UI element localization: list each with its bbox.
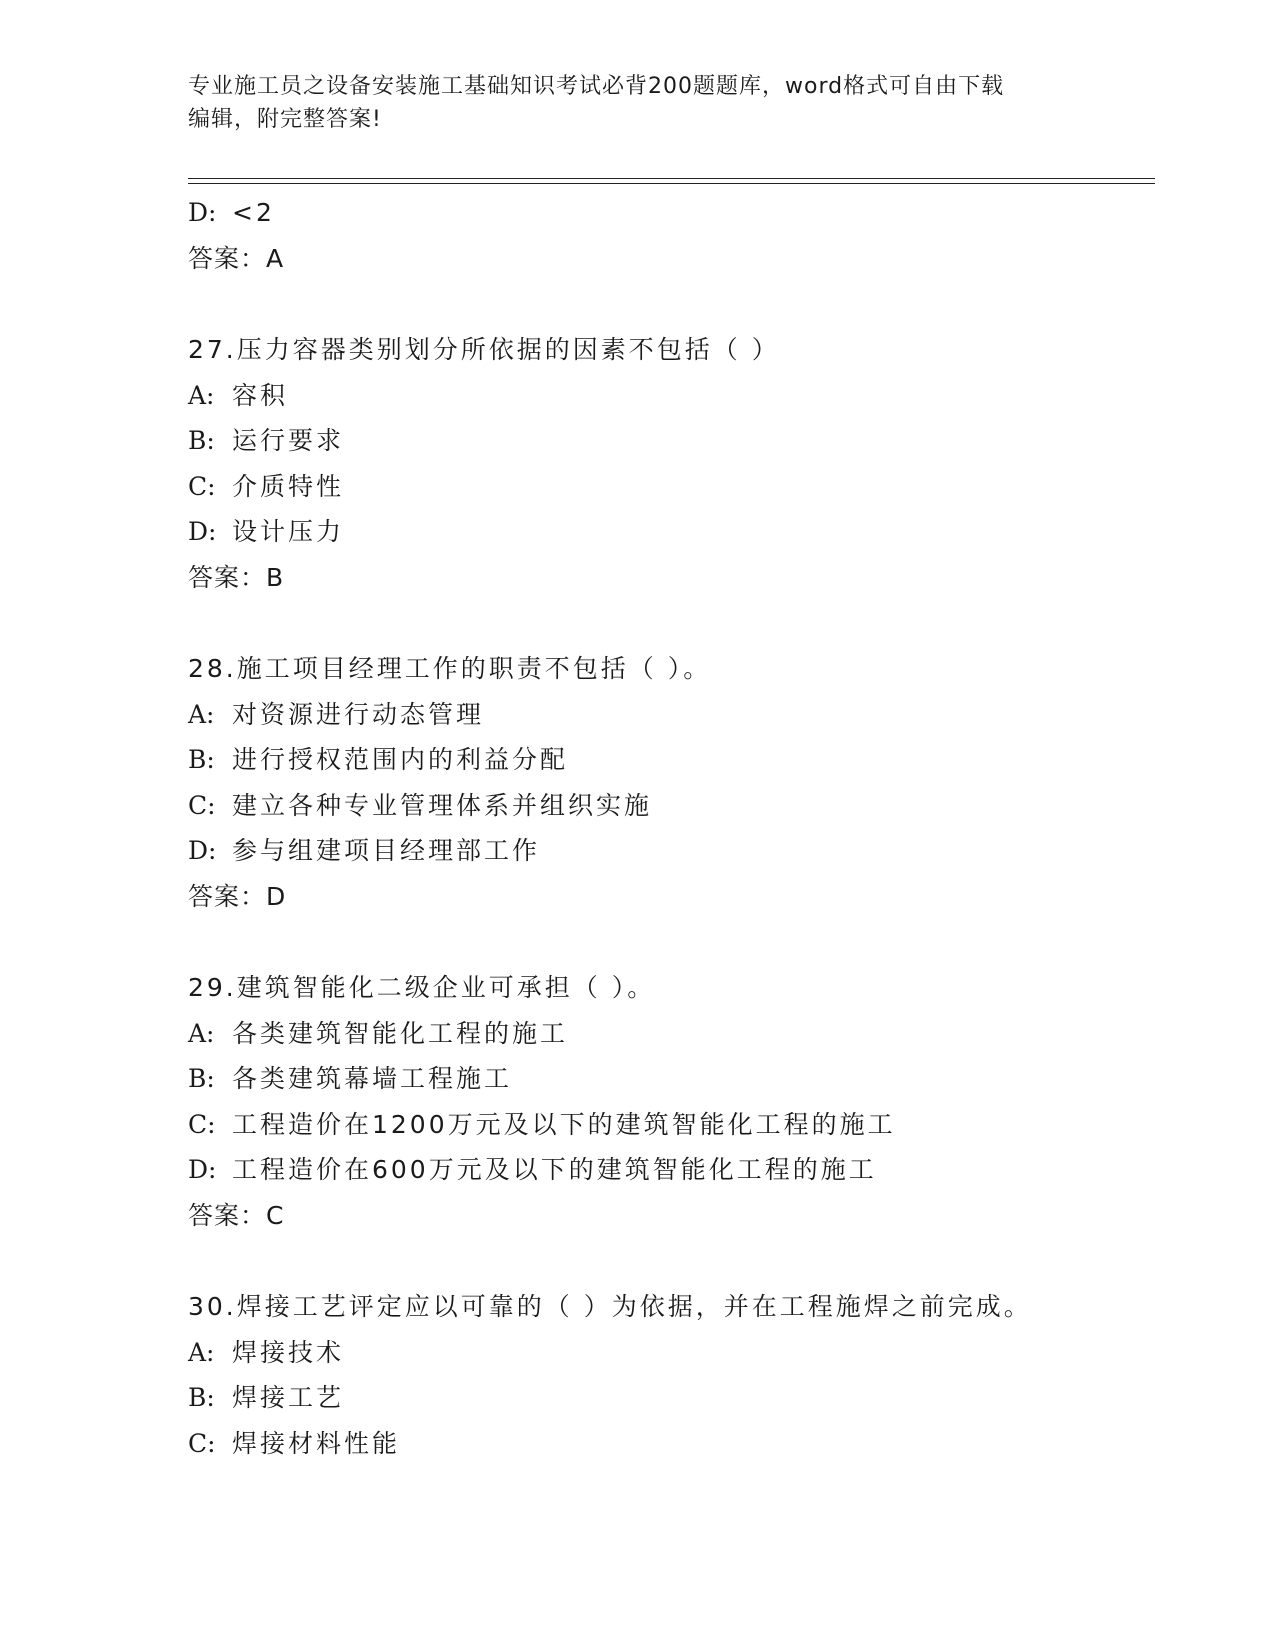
option-text: 焊接技术 xyxy=(232,1337,345,1367)
option-text: 介质特性 xyxy=(232,471,345,501)
option-text: 建立各种专业管理体系并组织实施 xyxy=(232,790,653,820)
question-28-option-c xyxy=(188,783,1148,829)
option-tag: B: xyxy=(188,745,215,774)
option-text: 对资源进行动态管理 xyxy=(232,699,485,729)
option-text: 工程造价在600万元及以下的建筑智能化工程的施工 xyxy=(232,1155,877,1184)
question-30-option-c xyxy=(188,1421,1148,1467)
header-title-line-2: 编辑，附完整答案! xyxy=(188,107,382,132)
option-tag: B: xyxy=(188,426,215,455)
option-tag: D: xyxy=(188,836,217,865)
option-tag: A: xyxy=(188,1018,215,1048)
question-28-stem: 28.施工项目经理工作的职责不包括（ ）。 xyxy=(188,654,712,683)
question-29-stem: 29.建筑智能化二级企业可承担（ ）。 xyxy=(188,973,656,1002)
question-30-option-a xyxy=(188,1330,1148,1376)
option-text: 参与组建项目经理部工作 xyxy=(232,836,541,865)
question-29-option-c xyxy=(188,1102,1148,1148)
document-body xyxy=(188,190,1148,1466)
option-tag: A: xyxy=(188,380,215,410)
question-27-option-b xyxy=(188,418,1148,464)
question-29-option-d xyxy=(188,1147,1148,1193)
option-tag: C: xyxy=(188,471,216,501)
option-text: 各类建筑幕墙工程施工 xyxy=(232,1064,513,1093)
option-text: 容积 xyxy=(232,380,289,410)
option-tag: D: xyxy=(188,517,217,546)
answer-line-27: 答案：B xyxy=(188,562,285,592)
option-tag: C: xyxy=(188,790,216,820)
option-text: <2 xyxy=(232,198,275,227)
option-tag: C: xyxy=(188,1428,216,1458)
answer-line-29: 答案：C xyxy=(188,1200,285,1230)
question-27-option-d xyxy=(188,509,1148,555)
option-tag: B: xyxy=(188,1064,215,1093)
answer-line-26: 答案：A xyxy=(188,243,285,273)
answer-line-28: 答案：D xyxy=(188,881,287,911)
question-28-option-d xyxy=(188,828,1148,874)
option-text: 设计压力 xyxy=(232,517,345,546)
header-title-line-1: 专业施工员之设备安装施工基础知识考试必背200题题库，word格式可自由下载 xyxy=(188,74,1005,99)
option-tag: C: xyxy=(188,1109,216,1139)
option-text: 焊接材料性能 xyxy=(232,1428,401,1458)
option-text: 各类建筑智能化工程的施工 xyxy=(232,1018,569,1048)
option-text: 焊接工艺 xyxy=(232,1383,345,1412)
question-29-option-a xyxy=(188,1011,1148,1057)
document-header xyxy=(188,70,1078,136)
question-28-option-b xyxy=(188,737,1148,783)
question-30-option-b xyxy=(188,1375,1148,1421)
question-28-option-a xyxy=(188,692,1148,738)
question-29-option-b xyxy=(188,1056,1148,1102)
question-30-stem: 30.焊接工艺评定应以可靠的（ ）为依据，并在工程施焊之前完成。 xyxy=(188,1292,1032,1321)
option-text: 运行要求 xyxy=(232,426,345,455)
option-tag: D: xyxy=(188,198,217,227)
option-tag: A: xyxy=(188,699,215,729)
question-27-option-a xyxy=(188,373,1148,419)
option-tag: B: xyxy=(188,1383,215,1412)
option-text: 进行授权范围内的利益分配 xyxy=(232,745,569,774)
header-rule-top xyxy=(188,178,1155,179)
question-27-option-c xyxy=(188,464,1148,510)
header-rule-bottom xyxy=(188,183,1155,184)
option-tag: A: xyxy=(188,1337,215,1367)
option-d-fragment xyxy=(188,190,1148,236)
option-tag: D: xyxy=(188,1155,217,1184)
option-text: 工程造价在1200万元及以下的建筑智能化工程的施工 xyxy=(232,1109,896,1139)
question-27-stem: 27.压力容器类别划分所依据的因素不包括（ ） xyxy=(188,335,780,364)
